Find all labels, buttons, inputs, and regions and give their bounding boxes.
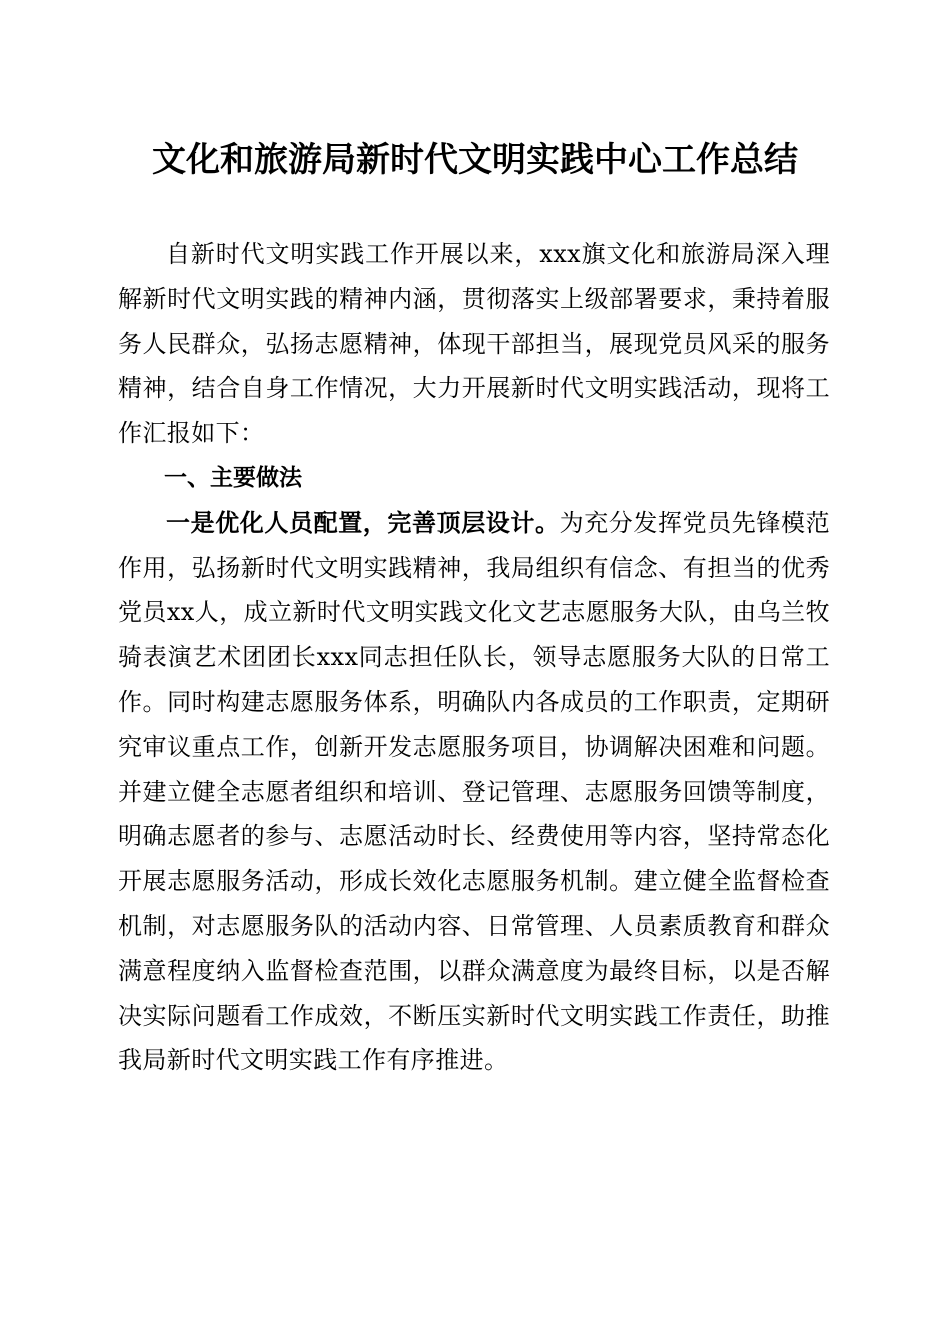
document-body [118, 232, 830, 1083]
document-title: 文化和旅游局新时代文明实践中心工作总结 [152, 140, 798, 180]
paragraph-optimize-staffing [118, 501, 830, 1083]
paragraph-body-text: 为充分发挥党员先锋模范作用，弘扬新时代文明实践精神，我局组织有信念、有担当的优秀党员xx人，成立新时代文明实践文化文艺志愿服务大队，由乌兰牧骑表演艺术团团长xxx同志担任队长，领导志愿服务大队的日常工作。同时构建志愿服务体系，明确队内各成员的工作职责，定期研究审议重点工作，创新开发志愿服务项目，协调解决困难和问题。并建立健全志愿者组织和培训、登记管理、志愿服务回馈等制度，明确志愿者的参与、志愿活动时长、经费使用等内容，坚持常态化开展志愿服务活动，形成长效化志愿服务机制。建立健全监督检查机制，对志愿服务队的活动内容、日常管理、人员素质教育和群众满意程度纳入监督检查范围，以群众满意度为最终目标，以是否解决实际问题看工作成效，不断压实新时代文明实践工作责任，助推我局新时代文明实践工作有序推进。 [118, 508, 830, 1075]
intro-paragraph: 自新时代文明实践工作开展以来，xxx旗文化和旅游局深入理解新时代文明实践的精神内涵，贯彻落实上级部署要求，秉持着服务人民群众，弘扬志愿精神，体现干部担当，展现党员风采的服务精神，结合自身工作情况，大力开展新时代文明实践活动，现将工作汇报如下： [118, 240, 830, 448]
paragraph-lead-sentence: 一是优化人员配置，完善顶层设计。 [166, 507, 560, 537]
section-heading-main-practices: 一、主要做法 [164, 464, 302, 491]
